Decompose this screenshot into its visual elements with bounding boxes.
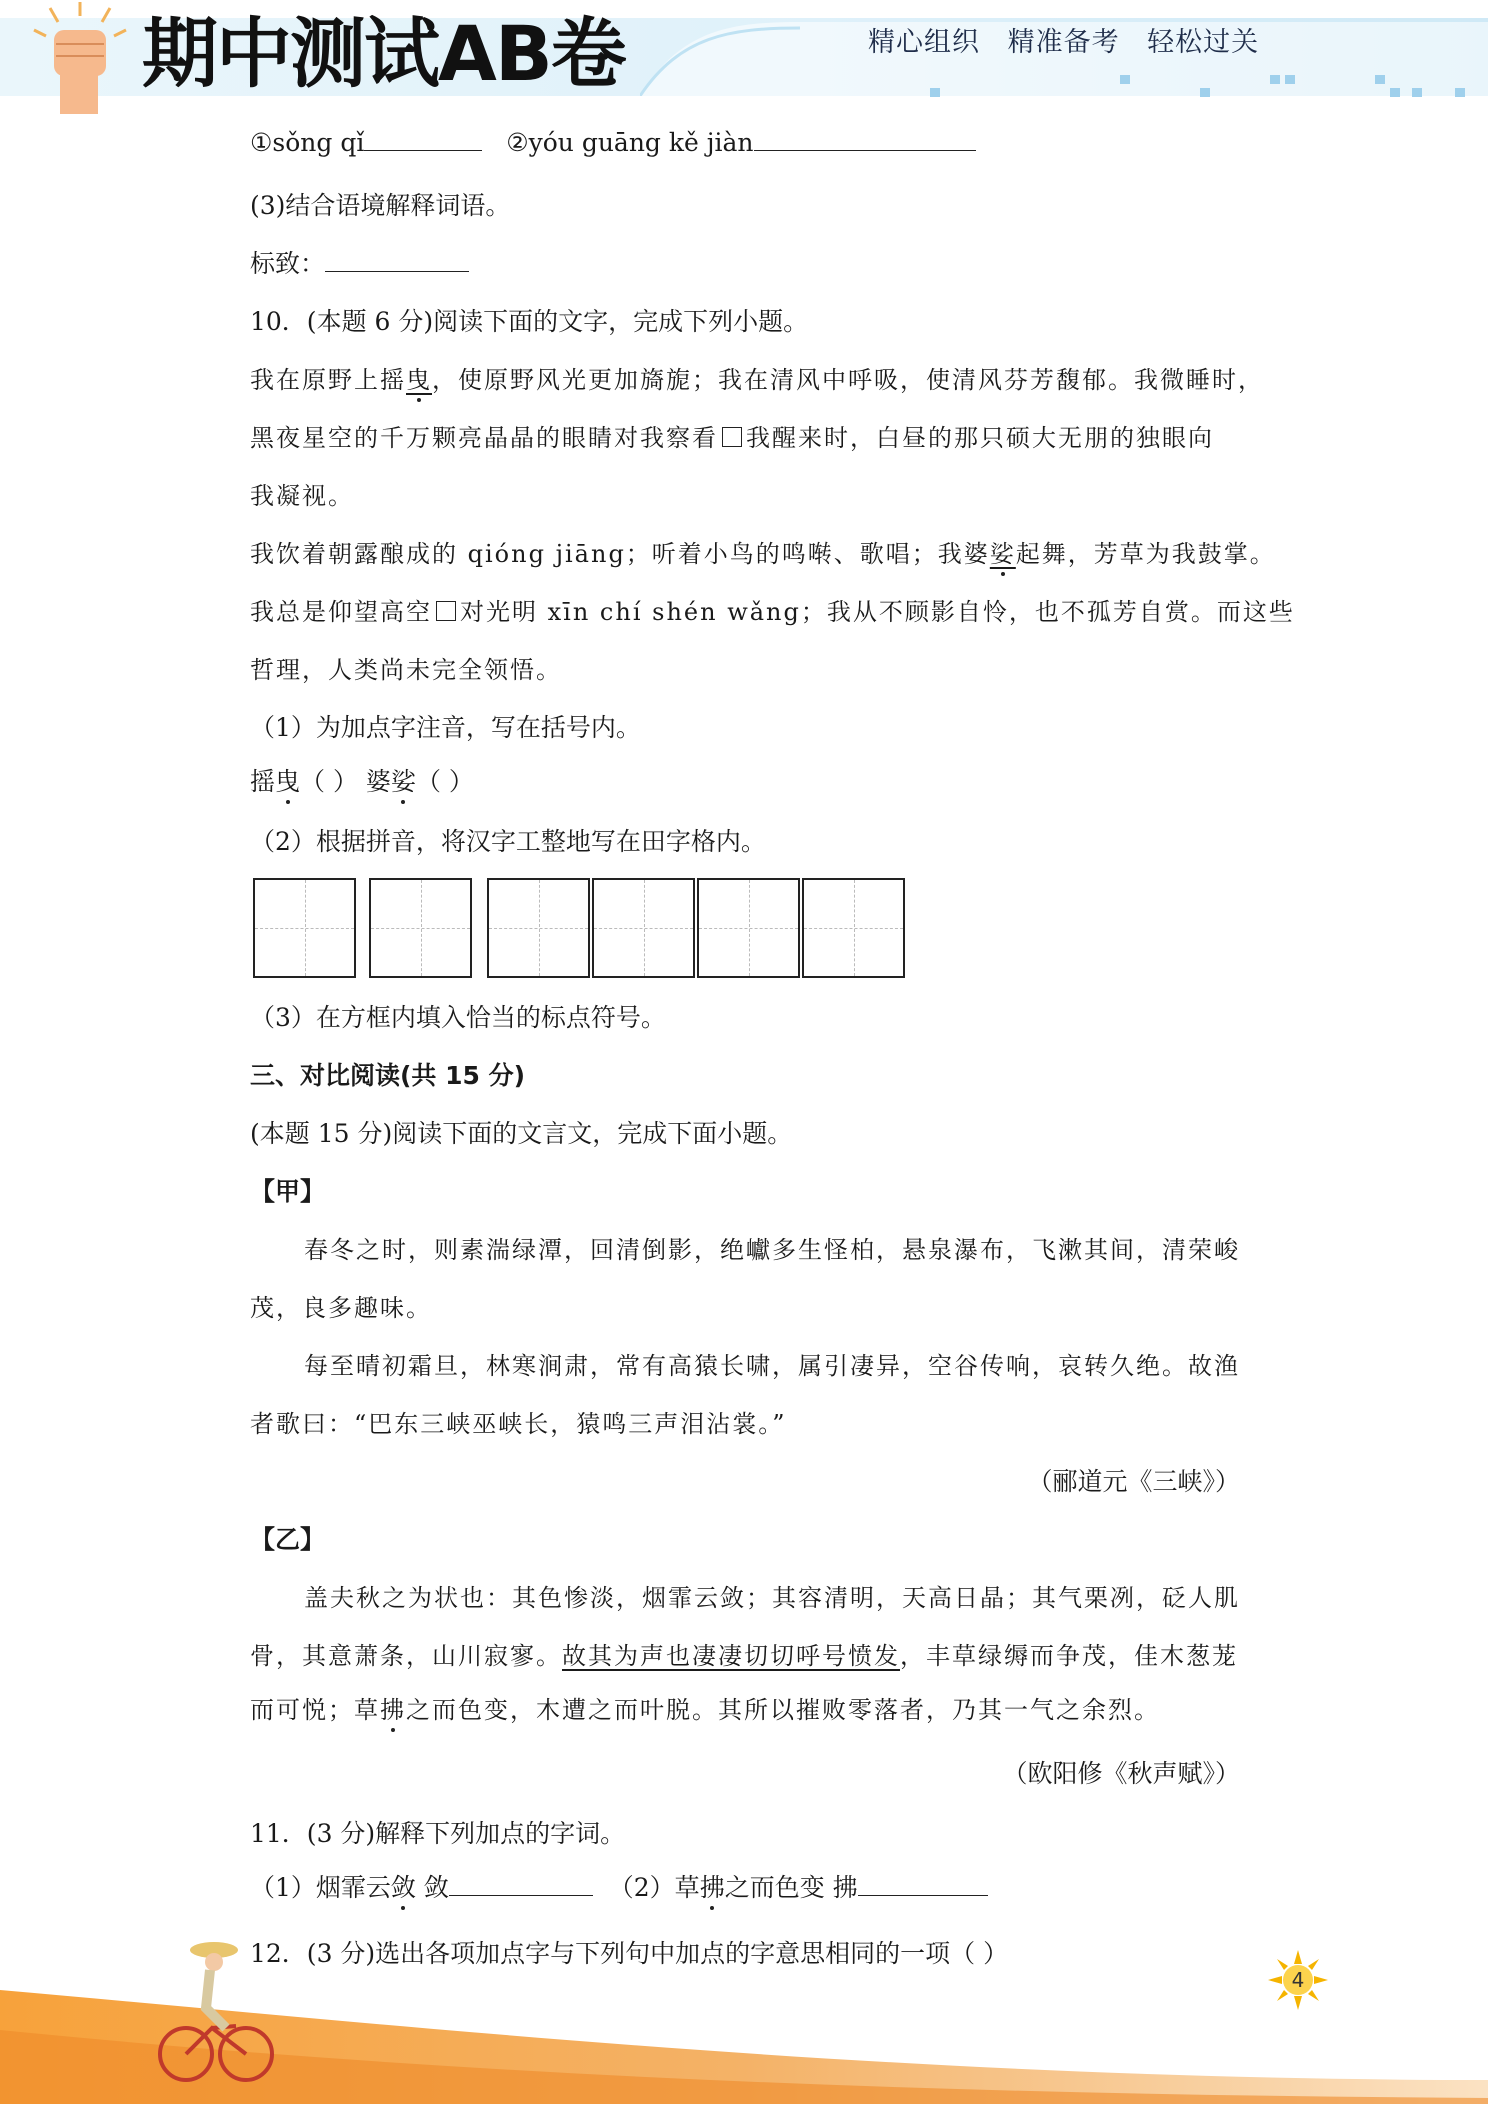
fist-logo-icon xyxy=(20,0,140,120)
passage-text: 我总是仰望高空 xyxy=(250,598,432,626)
passage-text: 我饮着朝露酿成的 qióng jiāng；听着小鸟的鸣啭、歌唱；我婆 xyxy=(250,540,990,568)
sub-question-1: （1）为加点字注音，写在括号内。 xyxy=(250,713,641,742)
question-11-items xyxy=(250,1868,988,1904)
answer-blank[interactable] xyxy=(364,130,482,151)
passage-text: 我在原野上摇 xyxy=(250,366,406,394)
tianzige-cell[interactable] xyxy=(697,878,800,978)
dotted-char: 娑 xyxy=(989,540,1016,568)
passage-line xyxy=(250,360,1264,395)
section-3-intro: (本题 15 分)阅读下面的文言文，完成下面小题。 xyxy=(250,1119,793,1148)
punctuation-box[interactable] xyxy=(722,427,742,447)
passage-text: 而可悦；草 xyxy=(250,1696,380,1724)
section-3-heading: 三、对比阅读(共 15 分) xyxy=(250,1061,526,1090)
jia-line: 每至晴初霜旦，林寒涧肃，常有高猿长啸，属引凄异，空谷传响，哀转久绝。故渔 xyxy=(304,1352,1240,1380)
page-number: 4 xyxy=(1291,1968,1305,1992)
passage-yi-label: 【乙】 xyxy=(250,1525,326,1554)
passage-text: 之而色变，木遭之而叶脱。其所以摧败零落者，乃其一气之余烈。 xyxy=(406,1696,1160,1724)
passage-line xyxy=(250,592,1295,627)
passage-text: ，使原野风光更加旖旎；我在清风中呼吸，使清风芬芳馥郁。我微睡时， xyxy=(432,366,1264,394)
yi-line xyxy=(250,1690,1160,1725)
header-title: 期中测试AB卷 xyxy=(142,9,625,98)
jia-line: 茂，良多趣味。 xyxy=(250,1294,432,1322)
sub-question-2: （2）根据拼音，将汉字工整地写在田字格内。 xyxy=(250,827,766,856)
item-text: （1）烟霏云 xyxy=(250,1873,391,1902)
tianzige-cell[interactable] xyxy=(592,878,695,978)
pinyin-1: ①sǒng qǐ xyxy=(250,128,365,157)
tianzige-cell[interactable] xyxy=(802,878,905,978)
passage-text: 黑夜星空的千万颗亮晶晶的眼睛对我察看 xyxy=(250,424,718,452)
passage-line: 我凝视。 xyxy=(250,482,354,510)
passage-line: 哲理，人类尚未完全领悟。 xyxy=(250,656,562,684)
sub-question-1-answer xyxy=(250,762,474,798)
jia-source: （郦道元《三峡》） xyxy=(1027,1467,1240,1496)
dotted-char: 曳 xyxy=(275,767,301,796)
passage-text: 我醒来时，白昼的那只硕大无朋的独眼向 xyxy=(746,424,1214,452)
dotted-char: 敛 xyxy=(390,1873,416,1902)
jia-line: 春冬之时，则素湍绿潭，回清倒影，绝巘多生怪柏，悬泉瀑布，飞漱其间，清荣峻 xyxy=(304,1236,1240,1264)
tianzige-cell[interactable] xyxy=(253,878,356,978)
sub-question-3: （3）在方框内填入恰当的标点符号。 xyxy=(250,1003,666,1032)
passage-line xyxy=(250,418,1214,453)
word-label: 标致： xyxy=(250,249,326,278)
answer-text: （ ） 婆 xyxy=(300,767,391,796)
page-header xyxy=(0,0,1488,120)
yi-source: （欧阳修《秋声赋》） xyxy=(1002,1759,1240,1788)
question-12: 12．(3 分)选出各项加点字与下列句中加点的字意思相同的一项（ ） xyxy=(250,1939,1009,1968)
punctuation-box[interactable] xyxy=(436,601,456,621)
tianzige-cell[interactable] xyxy=(369,878,472,978)
underlined-sentence: 故其为声也凄凄切切呼号愤发 xyxy=(562,1642,900,1670)
item-text: 之而色变 拂 xyxy=(724,1873,858,1902)
question-line xyxy=(250,244,469,280)
dotted-char: 拂 xyxy=(699,1873,725,1902)
yi-line xyxy=(250,1636,1238,1671)
answer-blank[interactable] xyxy=(449,1875,593,1896)
passage-line xyxy=(250,534,1276,569)
answer-text: （ ） xyxy=(415,767,474,796)
answer-text: 摇 xyxy=(250,767,276,796)
question-11: 11．(3 分)解释下列加点的字词。 xyxy=(250,1819,626,1848)
pinyin-2: ②yóu guāng kě jiàn xyxy=(506,128,754,157)
jia-line: 者歌曰：“巴东三峡巫峡长，猿鸣三声泪沾裳。” xyxy=(250,1410,787,1438)
tianzige-cell[interactable] xyxy=(487,878,590,978)
yi-line: 盖夫秋之为状也：其色惨淡，烟霏云敛；其容清明，天高日晶；其气栗冽，砭人肌 xyxy=(304,1584,1240,1612)
passage-text: 起舞，芳草为我鼓掌。 xyxy=(1015,540,1276,568)
dotted-char: 拂 xyxy=(380,1696,406,1724)
passage-text: 对光明 xīn chí shén wǎng；我从不顾影自怜，也不孤芳自赏。而这些 xyxy=(460,598,1295,626)
answer-blank[interactable] xyxy=(858,1875,988,1896)
answer-blank[interactable] xyxy=(325,251,469,272)
passage-text: 骨，其意萧条，山川寂寥。 xyxy=(250,1642,562,1670)
footer-decoration xyxy=(0,1930,1488,2104)
dotted-char: 娑 xyxy=(390,767,416,796)
answer-blank[interactable] xyxy=(754,130,976,151)
dotted-char: 曳 xyxy=(406,366,432,394)
item-text: 敛 xyxy=(415,1873,449,1902)
passage-jia-label: 【甲】 xyxy=(250,1177,326,1206)
question-line: (3)结合语境解释词语。 xyxy=(250,191,511,220)
question-10-title: 10．(本题 6 分)阅读下面的文字，完成下列小题。 xyxy=(250,307,809,336)
header-slogan: 精心组织 精准备考 轻松过关 xyxy=(868,27,1260,58)
pinyin-line xyxy=(250,128,976,157)
passage-text: ，丰草绿缛而争茂，佳木葱茏 xyxy=(900,1642,1238,1670)
item-text: （2）草 xyxy=(608,1873,700,1902)
page-number-badge xyxy=(1268,1950,1328,2010)
